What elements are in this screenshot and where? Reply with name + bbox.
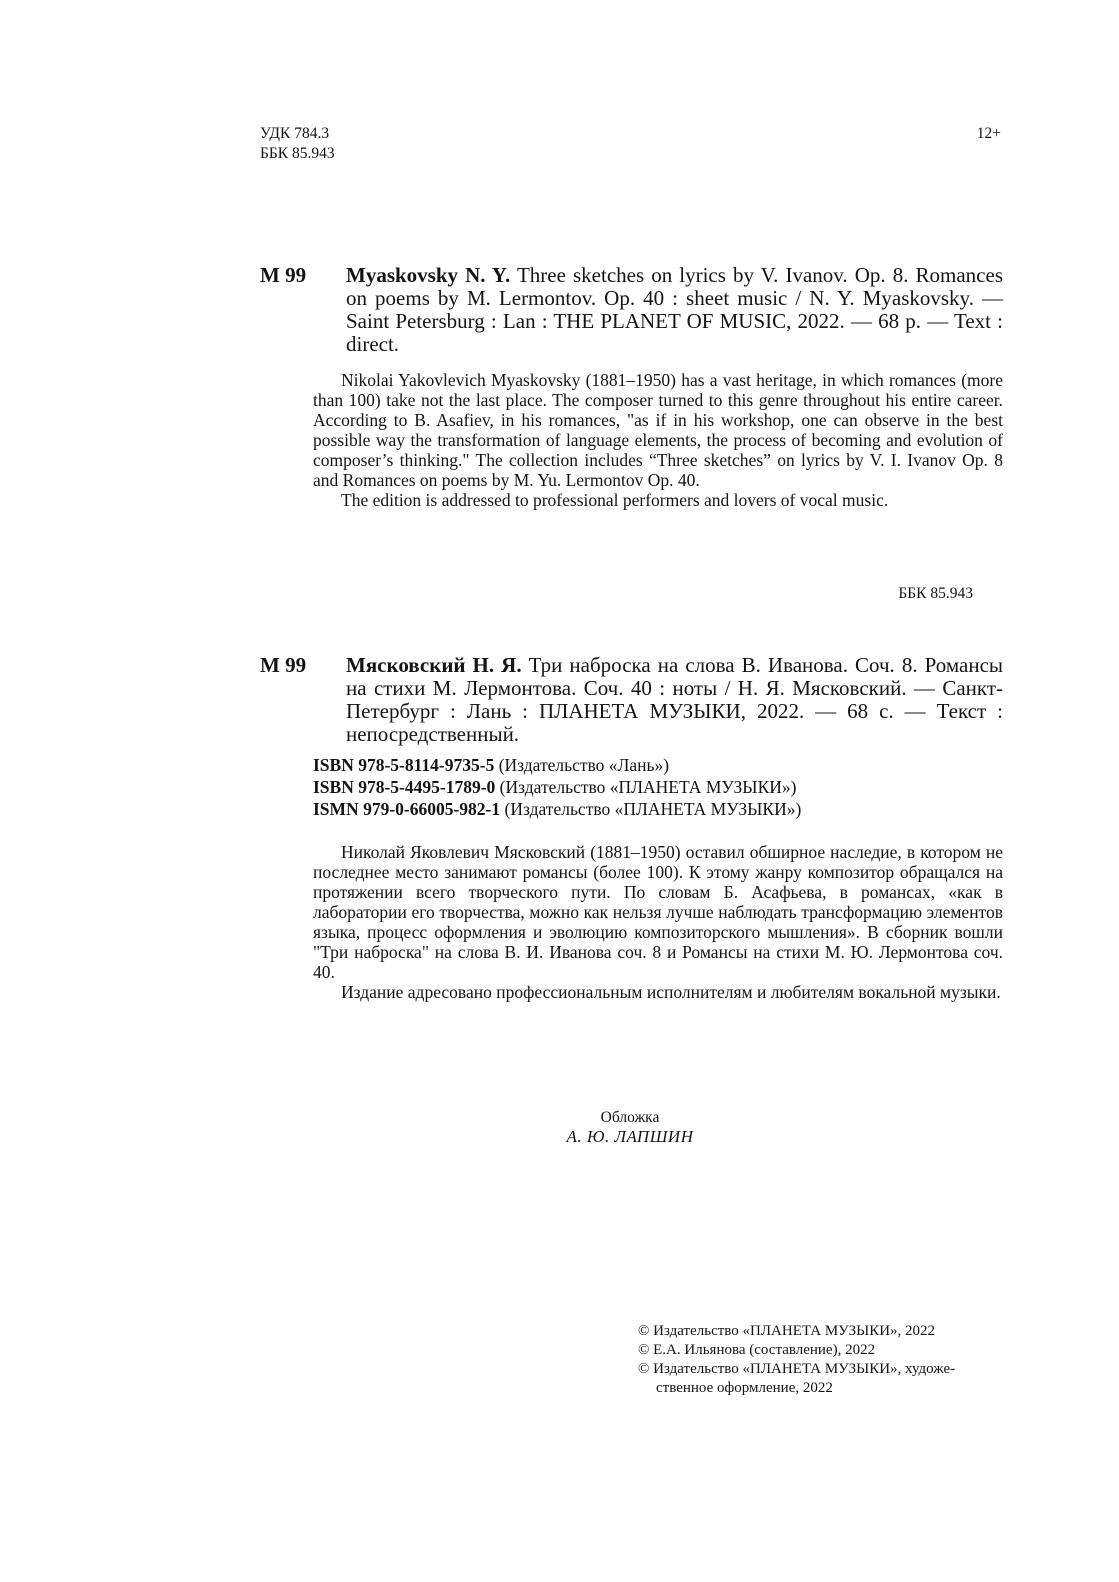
author-mark: М 99 <box>260 653 307 677</box>
copyright-notices <box>638 1322 1008 1398</box>
cover-credit <box>0 1108 1119 1147</box>
author-mark: М 99 <box>260 263 307 287</box>
udk-code: УДК 784.3 <box>260 125 330 142</box>
catalog-entry-english <box>260 264 1003 356</box>
annotation-russian <box>313 842 1003 1002</box>
isbn-line <box>313 776 801 798</box>
bibliographic-details: Три наброска на слова В. Иванова. Соч. 8. Романсы на стихи М. Лермонтова. Соч. 40 : ноты / Н. Я. Мясковский. — Санкт-Петербург : Лань : ПЛАНЕТА МУЗЫКИ, 2022. — 68 с. — Текст : непосредственный. <box>346 653 1003 746</box>
author-name: Myaskovsky N. Y. <box>346 263 511 287</box>
ismn-line <box>313 798 801 820</box>
age-rating: 12+ <box>976 125 1001 142</box>
bibliographic-details: Three sketches on lyrics by V. Ivanov. Op. 8. Romances on poems by M. Lermontov. Op. 40 : sheet music / N. Y. Myaskovsky. — Saint Petersburg : Lan : THE PLANET OF MUSIC, 2022. — 68 p. — Text : direct. <box>346 263 1003 356</box>
bibliographic-description <box>346 654 1003 746</box>
author-name: Мясковский Н. Я. <box>346 653 522 677</box>
bibliographic-description <box>346 264 1003 356</box>
isbn-code: ISBN 978-5-8114-9735-5 <box>313 755 495 775</box>
copyright-line: © Издательство «ПЛАНЕТА МУЗЫКИ», 2022 <box>638 1323 936 1339</box>
annotation-paragraph: Николай Яковлевич Мясковский (1881–1950) оставил обширное наследие, в котором не последнее место занимают романсы (более 100). К этому жанру композитор обращался на протяжении всего творческого пути. По словам Б. Асафьева, в романсах, «как в лаборатории его творчества, можно как нельзя лучше наблюдать трансформацию элементов языка, процесс оформления и эволюцию композиторского мышления». В сборник вошли "Три наброска" на слова В. И. Иванова соч. 8 и Романсы на стихи М. Ю. Лермонтова соч. 40. <box>313 842 1003 982</box>
isbn-publisher: (Издательство «ПЛАНЕТА МУЗЫКИ») <box>500 799 802 819</box>
copyright-line: © Издательство «ПЛАНЕТА МУЗЫКИ», художе- <box>638 1361 956 1377</box>
catalog-entry-russian <box>260 654 1003 746</box>
annotation-paragraph: The edition is addressed to professional performers and lovers of vocal music. <box>341 490 889 510</box>
annotation-english <box>313 370 1003 510</box>
ismn-code: ISMN 979-0-66005-982-1 <box>313 799 501 819</box>
isbn-publisher: (Издательство «Лань») <box>498 755 670 775</box>
cover-designer-name: А. Ю. ЛАПШИН <box>566 1127 694 1146</box>
isbn-line <box>313 754 801 776</box>
cover-label: Обложка <box>600 1109 660 1126</box>
isbn-code: ISBN 978-5-4495-1789-0 <box>313 777 496 797</box>
copyright-line: © Е.А. Ильянова (составление), 2022 <box>638 1342 876 1358</box>
isbn-publisher: (Издательство «ПЛАНЕТА МУЗЫКИ») <box>499 777 797 797</box>
isbn-list <box>313 754 801 820</box>
copyright-line-continuation: ственное оформление, 2022 <box>656 1380 833 1396</box>
classification-codes <box>260 124 335 164</box>
bbk-code: ББК 85.943 <box>260 145 335 162</box>
annotation-paragraph: Nikolai Yakovlevich Myaskovsky (1881–1950) has a vast heritage, in which romances (more than 100) take not the last place. The composer turned to this genre throughout his entire career. According to B. Asafiev, in his romances, "as if in his workshop, one can observe in the best possible way the transformation of language elements, the process of becoming and evolution of composer’s thinking." The collection includes “Three sketches” on lyrics by V. I. Ivanov Op. 8 and Romances on poems by M. Yu. Lermontov Op. 40. <box>313 370 1003 490</box>
annotation-paragraph: Издание адресовано профессиональным исполнителям и любителям вокальной музыки. <box>341 982 1001 1002</box>
bbk-code-repeat: ББК 85.943 <box>898 585 973 602</box>
